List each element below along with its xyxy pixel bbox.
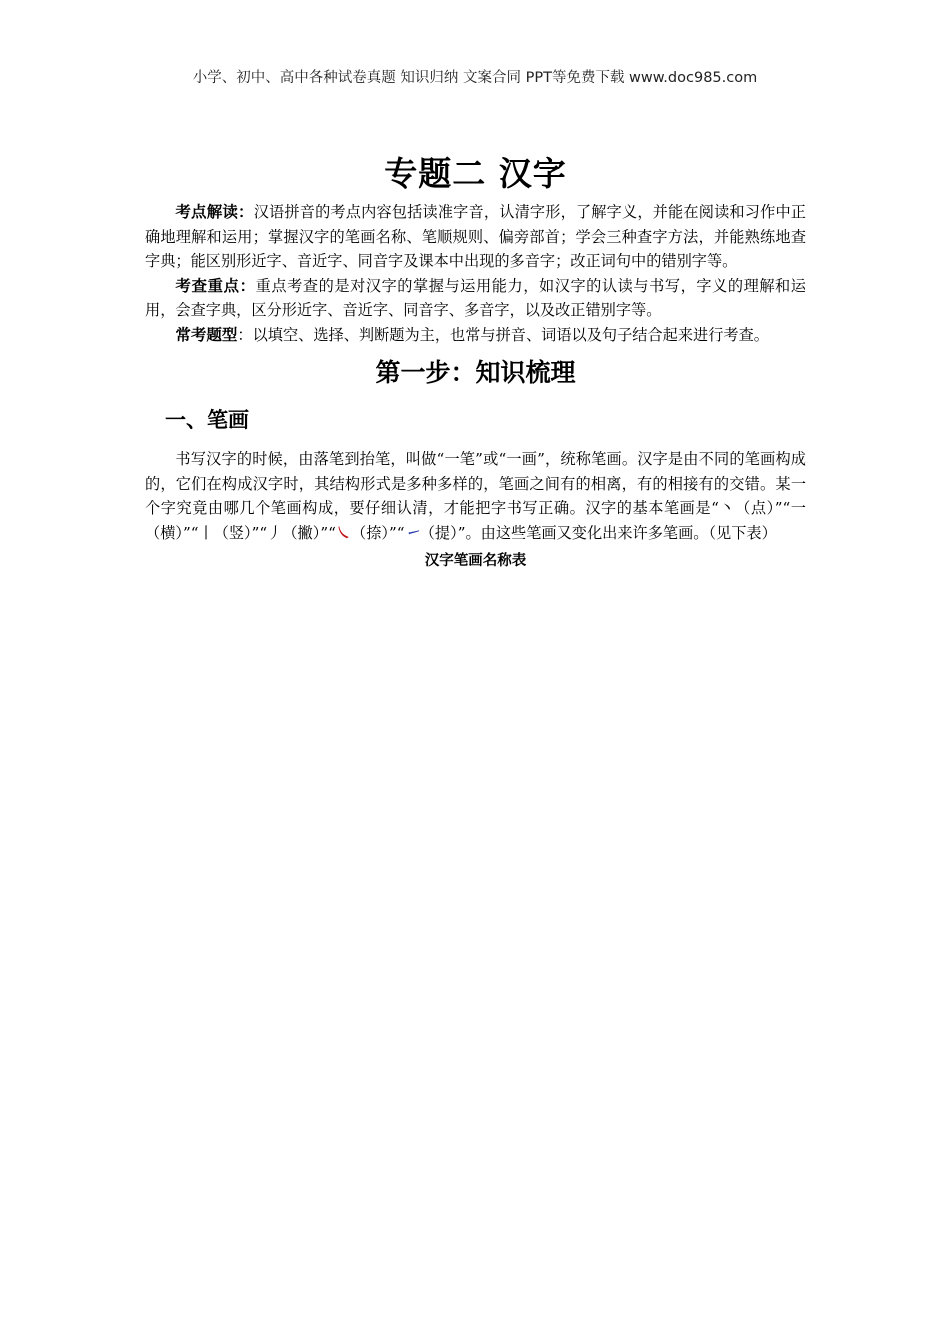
intro-paragraph-key-points: [145, 200, 806, 274]
table-caption: 汉字笔画名称表: [424, 553, 527, 569]
intro-lead-label: 考查重点：: [175, 276, 256, 295]
intro-lead-label: 考点解读：: [175, 203, 254, 221]
intro-paragraph-question-types: [145, 323, 806, 348]
strokes-text-mid: （捺）”“: [351, 523, 405, 542]
na-stroke-icon: ㇏: [335, 523, 352, 542]
intro-text: 汉语拼音的考点内容包括读准字音，认清字形，了解字义，并能在阅读和习作中正确地理解和运用；掌握汉字的笔画名称、笔顺规则、偏旁部首；学会三种查字方法，并能熟练地查字典；能区别形近字、音近字、同音字及课本中出现的多音字；改正词句中的错别字等。: [145, 203, 806, 270]
strokes-paragraph: [145, 447, 806, 545]
strokes-text-start: 书写汉字的时候，由落笔到抬笔，叫做“一笔”或“一画”，统称笔画。汉字是由不同的笔画构成的，它们在构成汉字时，其结构形式是多种多样的，笔画之间有的相离，有的相接有的交错。某一个字究竟由哪几个笔画构成，要仔细认清，才能把字书写正确。汉字的基本笔画是“丶（点）”“一（横）”“丨（竖）”“丿（撇）”“: [145, 450, 806, 542]
strokes-text-end: （提）”。由这些笔画又变化出来许多笔画。（见下表）: [419, 523, 777, 542]
section-title-strokes: 一、笔画: [165, 408, 249, 432]
intro-text: 重点考查的是对汉字的掌握与运用能力，如汉字的认读与书写，字义的理解和运用，会查字典，区分形近字、音近字、同音字、多音字，以及改正错别字等。: [145, 276, 806, 319]
ti-stroke-icon: ㇀: [404, 523, 420, 542]
intro-text: ：以填空、选择、判断题为主，也常与拼音、词语以及句子结合起来进行考查。: [237, 325, 769, 344]
intro-paragraph-focus: [145, 274, 806, 323]
step-title: 第一步：知识梳理: [375, 358, 576, 387]
page-title: 专题二 汉字: [384, 154, 567, 193]
site-header: 小学、初中、高中各种试卷真题 知识归纳 文案合同 PPT等免费下载 www.doc985.com: [192, 70, 758, 86]
intro-lead-label: 常考题型: [175, 325, 238, 344]
document-body: [145, 148, 806, 573]
